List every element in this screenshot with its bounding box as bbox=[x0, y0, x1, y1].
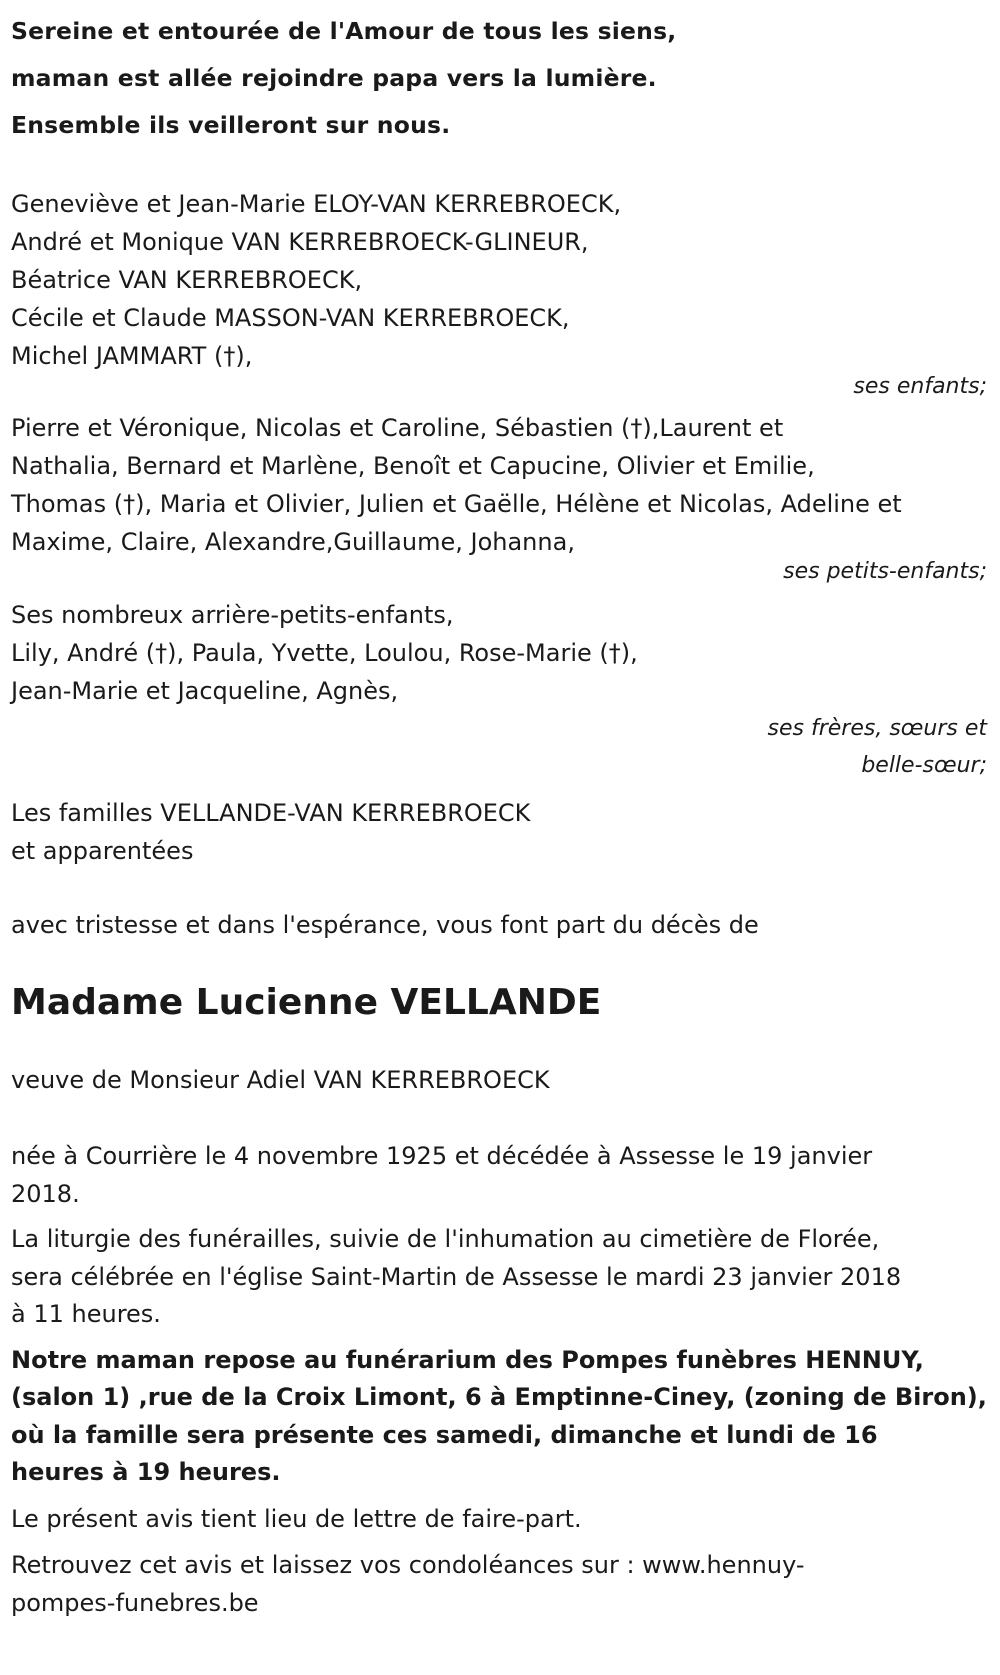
siblings-role-label bbox=[11, 710, 989, 784]
families-text: Les familles VELLANDE-VAN KERREBROECK et apparentées bbox=[11, 799, 531, 865]
funerarium-text: Notre maman repose au funérarium des Pompes funèbres HENNUY, (salon 1) ,rue de la Croix Limont, 6 à Emptinne-Ciney, (zoning de Biron), où la famille sera présente ces samedi, dimanche et lundi de 16 heures à 19 heures. bbox=[11, 1345, 987, 1486]
birth-death-text: née à Courrière le 4 novembre 1925 et décédée à Assesse le 19 janvier 2018. bbox=[11, 1142, 873, 1208]
siblings-role-line-2: belle-sœur; bbox=[861, 753, 987, 778]
children-role-label: ses enfants; bbox=[853, 374, 987, 399]
intro-line-1: Sereine et entourée de l'Amour de tous les siens, bbox=[11, 17, 677, 45]
widow-of-text: veuve de Monsieur Adiel VAN KERREBROECK bbox=[11, 1066, 550, 1094]
condolences-text: Retrouvez cet avis et laissez vos condoléances sur : www.hennuy- pompes-funebres.be bbox=[11, 1550, 805, 1617]
intro-line-2: maman est allée rejoindre papa vers la lumière. bbox=[11, 64, 657, 92]
great-grandchildren-list: Ses nombreux arrière-petits-enfants, Lily, André (†), Paula, Yvette, Loulou, Rose-Marie (†), Jean-Marie et Jacqueline, Agnès, bbox=[11, 601, 638, 705]
siblings-role-line-1: ses frères, sœurs et bbox=[767, 716, 987, 741]
grandchildren-role-label: ses petits-enfants; bbox=[783, 559, 987, 584]
deceased-name: Madame Lucienne VELLANDE bbox=[11, 982, 602, 1023]
intro-message bbox=[11, 8, 989, 149]
announcement-text: avec tristesse et dans l'espérance, vous font part du décès de bbox=[11, 911, 759, 939]
notice-text: Le présent avis tient lieu de lettre de faire-part. bbox=[11, 1504, 582, 1533]
children-list: Geneviève et Jean-Marie ELOY-VAN KERREBROECK, André et Monique VAN KERREBROECK-GLINEUR, Béatrice VAN KERREBROECK, Cécile et Claude MASSON-VAN KERREBROECK, Michel JAMMART (†), bbox=[11, 190, 622, 370]
intro-line-3: Ensemble ils veilleront sur nous. bbox=[11, 111, 451, 139]
grandchildren-list: Pierre et Véronique, Nicolas et Caroline, Sébastien (†),Laurent et Nathalia, Bernard et Marlène, Benoît et Capucine, Olivier et Emilie, Thomas (†), Maria et Olivier, Julien et Gaëlle, Hélène et Nicolas, Adeline et Maxime, Claire, Alexandre,Guillaume, Johanna, bbox=[11, 414, 902, 556]
liturgy-text: La liturgie des funérailles, suivie de l'inhumation au cimetière de Florée, sera célébrée en l'église Saint-Martin de Assesse le mardi 23 janvier 2018 à 11 heures. bbox=[11, 1225, 902, 1328]
